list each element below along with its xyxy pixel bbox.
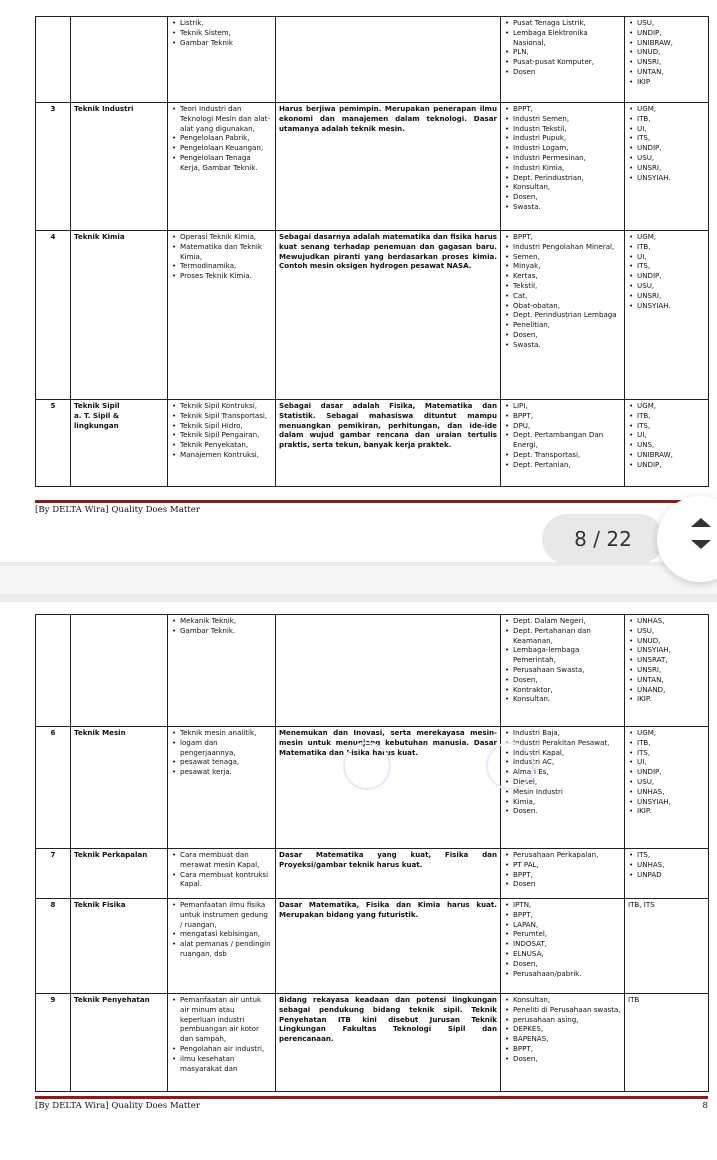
subjects-list [171, 616, 272, 636]
list-item: • Dept. Transportasi, [504, 450, 621, 460]
list-item: • Pengelolaan Pabrik, [171, 133, 272, 143]
list-item: • Industri Logam, [504, 143, 621, 153]
subjects-cell [168, 103, 276, 231]
list-item: • IPTN, [504, 900, 621, 910]
universities-list [628, 18, 705, 87]
list-item: • UNIBRAW, [628, 38, 705, 48]
universities-cell: ITB [625, 994, 709, 1092]
list-item: • Gambar Teknik [171, 38, 272, 48]
list-item: • perusahaan asing, [504, 1015, 621, 1025]
workplaces-cell [501, 231, 625, 400]
list-item: • Dept. Perindustrian, [504, 173, 621, 183]
subjects-list [171, 728, 272, 777]
program-name-line: Teknik Kimia [74, 232, 125, 241]
career-table-page-1 [35, 16, 709, 487]
list-item: • UNSRI, [628, 163, 705, 173]
document-page-1 [0, 0, 717, 562]
lens-artifact-left [343, 742, 391, 790]
row-number-cell: 8 [36, 899, 71, 994]
list-item: • ilmu kesehatan masyarakat dan [171, 1054, 272, 1074]
list-item: • ITS, [628, 748, 705, 758]
list-item: • BPPT, [504, 232, 621, 242]
list-item: • LAPAN, [504, 920, 621, 930]
program-name-cell [71, 727, 168, 849]
list-item: • UNAND, [628, 685, 705, 695]
list-item: • Teori Industri dan Teknologi Mesin dan alat-alat yang digunakan, [171, 104, 272, 133]
list-item: • USU, [628, 18, 705, 28]
universities-list [628, 850, 705, 879]
list-item: • logam dan pengerjaannya, [171, 738, 272, 758]
list-item: • USU, [628, 626, 705, 636]
list-item: • alat pemanas / pendingin ruangan, dsb [171, 939, 272, 959]
universities-list [628, 104, 705, 182]
list-item: • UNS, [628, 440, 705, 450]
list-item: • Dosen, [504, 330, 621, 340]
table-row [36, 994, 709, 1092]
list-item: • DEPKES, [504, 1024, 621, 1034]
table-row [36, 615, 709, 727]
program-name-cell [71, 17, 168, 103]
workplaces-list [504, 900, 621, 978]
list-item: • Teknik Sipil Hidro, [171, 421, 272, 431]
list-item: • ITB, [628, 242, 705, 252]
subjects-list [171, 900, 272, 959]
program-name-line: Teknik Fisika [74, 900, 126, 909]
workplaces-list [504, 995, 621, 1064]
row-number-cell [36, 615, 71, 727]
workplaces-list [504, 104, 621, 212]
subjects-cell [168, 727, 276, 849]
chevron-up-icon[interactable] [691, 518, 711, 527]
program-name-cell [71, 231, 168, 400]
list-item: • Dosen, [504, 675, 621, 685]
list-item: • Kontraktor, [504, 685, 621, 695]
description-cell: Harus berjiwa pemimpin. Merupakan penerapan ilmu ekonomi dan manajemen dalam teknologi. Dasar utamanya adalah teknik mesin. [276, 103, 501, 231]
list-item: • UNSYIAH, [628, 797, 705, 807]
list-item: • Kertas, [504, 271, 621, 281]
list-item: • Dept. Perindustrian Lembaga [504, 310, 621, 320]
list-item: • INDOSAT, [504, 939, 621, 949]
subjects-list [171, 18, 272, 47]
footer-text: [By DELTA Wira] Quality Does Matter [35, 505, 200, 515]
list-item: • Perusahaan Swasta, [504, 665, 621, 675]
list-item: • BAPENAS, [504, 1034, 621, 1044]
list-item: • Industri Baja, [504, 728, 621, 738]
list-item: • UNUD, [628, 636, 705, 646]
list-item: • Perusahaan/pabrik. [504, 969, 621, 979]
list-item: • Industri Perakitan Pesawat, [504, 738, 621, 748]
program-name-line: Teknik Sipil [74, 401, 120, 410]
list-item: • Swasta. [504, 340, 621, 350]
list-item: • Dept. Dalam Negeri, [504, 616, 621, 626]
list-item: • Cat, [504, 291, 621, 301]
list-item: • ITB, [628, 738, 705, 748]
list-item: • Operasi Teknik Kimia, [171, 232, 272, 242]
list-item: • Konsultan. [504, 694, 621, 704]
row-number-cell [36, 17, 71, 103]
page-number: 8 [702, 1101, 708, 1111]
list-item: • UGM, [628, 401, 705, 411]
list-item: • ITS, [628, 133, 705, 143]
subjects-cell [168, 994, 276, 1092]
universities-cell [625, 727, 709, 849]
list-item: • Dept. Pertambangan Dan Energi, [504, 430, 621, 450]
list-item: • UNUD, [628, 47, 705, 57]
universities-cell [625, 400, 709, 487]
program-name-line: Teknik Industri [74, 104, 134, 113]
list-item: • Gambar Teknik. [171, 626, 272, 636]
list-item: • ELNUSA, [504, 949, 621, 959]
table-row [36, 103, 709, 231]
list-item: • USU, [628, 153, 705, 163]
list-item: • Kimia, [504, 797, 621, 807]
subjects-cell [168, 849, 276, 899]
workplaces-cell [501, 994, 625, 1092]
row-number-cell: 3 [36, 103, 71, 231]
list-item: • LIPI, [504, 401, 621, 411]
list-item: • Konsultan, [504, 182, 621, 192]
list-item: • UNDIP, [628, 767, 705, 777]
list-item: • Pusat-pusat Komputer, [504, 57, 621, 67]
list-item: • Teknik mesin analitik, [171, 728, 272, 738]
list-item: • UNHAS, [628, 860, 705, 870]
document-page-2 [0, 602, 717, 1160]
list-item: • Industri Tekstil, [504, 124, 621, 134]
row-number-cell: 4 [36, 231, 71, 400]
footer-text: [By DELTA Wira] Quality Does Matter [35, 1101, 200, 1111]
list-item: • ITS, [628, 261, 705, 271]
list-item: • UNTAN, [628, 67, 705, 77]
program-name-line: lingkungan [74, 420, 119, 430]
list-item: • Minyak, [504, 261, 621, 271]
list-item: • UNDIP, [628, 271, 705, 281]
list-item: • UNSYIAH. [628, 301, 705, 311]
description-cell: Bidang rekayasa keadaan dan potensi lingkungan sebagai pendukung bidang teknik sipil. Teknik Penyehatan ITB kini disebut Jurusan Teknik Lingkungan Fakultas Teknologi Sipil dan perencanaan. [276, 994, 501, 1092]
list-item: • ITB, [628, 114, 705, 124]
list-item: • Pengelolaan Keuangan, [171, 143, 272, 153]
subjects-cell [168, 231, 276, 400]
list-item: • UNHAS, [628, 787, 705, 797]
row-number-cell: 5 [36, 400, 71, 487]
workplaces-cell [501, 400, 625, 487]
list-item: • Termodinamika, [171, 261, 272, 271]
list-item: • IKIP [628, 77, 705, 87]
list-item: • UGM, [628, 104, 705, 114]
subjects-cell [168, 400, 276, 487]
list-item: • mengatasi kebisingan, [171, 929, 272, 939]
universities-list [628, 232, 705, 310]
list-item: • BPPT, [504, 411, 621, 421]
list-item: • Teknik Sipil Pengairan, [171, 430, 272, 440]
list-item: • ITS, [628, 421, 705, 431]
list-item: • IKIP. [628, 694, 705, 704]
footer-rule [35, 1096, 708, 1099]
list-item: • Almari Es, [504, 767, 621, 777]
table-row [36, 899, 709, 994]
list-item: • BPPT, [504, 1044, 621, 1054]
program-name-cell [71, 849, 168, 899]
list-item: • UNDIP, [628, 143, 705, 153]
list-item: • BPPT, [504, 910, 621, 920]
list-item: • Matematika dan Teknik Kimia, [171, 242, 272, 262]
list-item: • UNDIP, [628, 28, 705, 38]
list-item: • UI, [628, 757, 705, 767]
subjects-cell [168, 615, 276, 727]
row-number-cell: 6 [36, 727, 71, 849]
list-item: • Industri Pengolahan Mineral, [504, 242, 621, 252]
row-number-cell: 7 [36, 849, 71, 899]
program-name-cell [71, 994, 168, 1092]
list-item: • Peneliti di Perusahaan swasta, [504, 1005, 621, 1015]
universities-cell: ITB, ITS [625, 899, 709, 994]
list-item: • ITS, [628, 850, 705, 860]
list-item: • Mekanik Teknik, [171, 616, 272, 626]
universities-cell [625, 17, 709, 103]
list-item: • UNIBRAW, [628, 450, 705, 460]
list-item: • Pengolahan air industri, [171, 1044, 272, 1054]
list-item: • Industri Kapal, [504, 748, 621, 758]
chevron-down-icon[interactable] [691, 540, 711, 549]
page-footer [35, 1102, 708, 1112]
list-item: • PLN, [504, 47, 621, 57]
list-item: • UGM, [628, 232, 705, 242]
list-item: • Swasta. [504, 202, 621, 212]
list-item: • Dosen, [504, 192, 621, 202]
list-item: • Teknik Sipil Kontruksi, [171, 401, 272, 411]
universities-cell [625, 615, 709, 727]
list-item: • UNSRAT, [628, 655, 705, 665]
description-cell [276, 17, 501, 103]
subjects-list [171, 850, 272, 889]
workplaces-list [504, 232, 621, 350]
list-item: • Dosen [504, 879, 621, 889]
description-cell: Dasar Matematika, Fisika dan Kimia harus kuat. Merupakan bidang yang futuristik. [276, 899, 501, 994]
list-item: • pesawat kerja. [171, 767, 272, 777]
table-row [36, 17, 709, 103]
list-item: • Pusat Tenaga Listrik, [504, 18, 621, 28]
list-item: • Industri Pupuk, [504, 133, 621, 143]
page-indicator: 8 / 22 [542, 514, 664, 564]
workplaces-list [504, 401, 621, 470]
list-item: • Perusahaan Perkapalan, [504, 850, 621, 860]
list-item: • UNHAS, [628, 616, 705, 626]
list-item: • UNDIP, [628, 460, 705, 470]
list-item: • UNTAN, [628, 675, 705, 685]
list-item: • Semen, [504, 252, 621, 262]
description-cell: Menemukan dan Inovasi, serta merekayasa mesin-mesin untuk menunjang kebutuhan manusia. Dasar Matematika dan Fisika harus kuat. [276, 727, 501, 849]
list-item: • Manajemen Kontruksi, [171, 450, 272, 460]
subjects-cell [168, 17, 276, 103]
program-name-cell [71, 400, 168, 487]
list-item: • UNSYIAH, [628, 645, 705, 655]
list-item: • USU, [628, 281, 705, 291]
subjects-list [171, 104, 272, 173]
universities-list [628, 728, 705, 816]
list-item: • Perumtel, [504, 929, 621, 939]
list-item: • Dosen. [504, 806, 621, 816]
universities-cell [625, 231, 709, 400]
list-item: • UNSYIAH. [628, 173, 705, 183]
universities-list [628, 616, 705, 704]
list-item: • Lembaga Elektronika Nasional, [504, 28, 621, 48]
list-item: • Industri Permesinan, [504, 153, 621, 163]
list-item: • BPPT, [504, 870, 621, 880]
row-number-cell: 9 [36, 994, 71, 1092]
list-item: • Dosen, [504, 959, 621, 969]
workplaces-list [504, 616, 621, 704]
list-item: • BPPT, [504, 104, 621, 114]
program-name-cell [71, 899, 168, 994]
list-item: • Dept. Pertahanan dan Keamanan, [504, 626, 621, 646]
list-item: • Teknik Sipil Transportasi, [171, 411, 272, 421]
program-name-line: Teknik Mesin [74, 728, 126, 737]
list-item: • Dosen [504, 67, 621, 77]
list-item: • Mesin Industri [504, 787, 621, 797]
list-item: • UNSRI, [628, 57, 705, 67]
list-item: • UNPAD [628, 870, 705, 880]
workplaces-cell [501, 899, 625, 994]
program-name-cell [71, 615, 168, 727]
list-item: • Proses Teknik Kimia. [171, 271, 272, 281]
universities-cell [625, 103, 709, 231]
list-item: • Dosen, [504, 1054, 621, 1064]
list-item: • Listrik, [171, 18, 272, 28]
list-item: • Konsultan, [504, 995, 621, 1005]
list-item: • IKIP. [628, 806, 705, 816]
workplaces-cell [501, 103, 625, 231]
workplaces-cell [501, 615, 625, 727]
program-name-line: Teknik Perkapalan [74, 850, 148, 859]
description-cell: Sebagai dasar adalah Fisika, Matematika dan Statistik. Sebagai mahasiswa dituntut mampu menuangkan pemikiran, perhitungan, dan ide-ide dalam wujud gambar rencana dan uraian tertulis praktis, serta tekun, banyak kerja praktek. [276, 400, 501, 487]
lens-artifact-right [486, 742, 534, 790]
list-item: • Pemanfaatan ilmu fisika untuk instrumen gedung / ruangan, [171, 900, 272, 929]
list-item: • UNSRI, [628, 665, 705, 675]
table-row [36, 849, 709, 899]
workplaces-cell [501, 849, 625, 899]
program-name-line: a. T. Sipil & [74, 410, 120, 420]
list-item: • Obat-obatan, [504, 301, 621, 311]
workplaces-list [504, 18, 621, 77]
program-name-cell [71, 103, 168, 231]
list-item: • UI, [628, 124, 705, 134]
subjects-list [171, 232, 272, 281]
list-item: • Industri Kimia, [504, 163, 621, 173]
description-cell: Dasar Matematika yang kuat, Fisika dan Proyeksi/gambar teknik harus kuat. [276, 849, 501, 899]
description-cell [276, 615, 501, 727]
page-separator-inner [0, 566, 717, 594]
table-row [36, 231, 709, 400]
list-item: • Pemanfaatan air untuk air minum atau keperluan industri pembuangan air kotor dan sampah, [171, 995, 272, 1044]
workplaces-cell [501, 17, 625, 103]
subjects-list [171, 995, 272, 1073]
list-item: • Cara membuat kontruksi Kapal. [171, 870, 272, 890]
list-item: • PT PAL, [504, 860, 621, 870]
list-item: • pesawat tenaga, [171, 757, 272, 767]
list-item: • USU, [628, 777, 705, 787]
list-item: • Industri AC, [504, 757, 621, 767]
list-item: • UI, [628, 430, 705, 440]
list-item: • Pengelolaan Tenaga Kerja, Gambar Teknik. [171, 153, 272, 173]
list-item: • Teknik Sistem, [171, 28, 272, 38]
list-item: • Penelitian, [504, 320, 621, 330]
list-item: • UI, [628, 252, 705, 262]
list-item: • UNSRI, [628, 291, 705, 301]
list-item: • ITB, [628, 411, 705, 421]
table-row [36, 400, 709, 487]
list-item: • Teknik Penyekatan, [171, 440, 272, 450]
list-item: • Dept. Pertanian, [504, 460, 621, 470]
list-item: • Industri Semen, [504, 114, 621, 124]
workplaces-list [504, 850, 621, 889]
footer-rule [35, 500, 708, 503]
subjects-cell [168, 899, 276, 994]
universities-cell [625, 849, 709, 899]
subjects-list [171, 401, 272, 460]
list-item: • Tekstil, [504, 281, 621, 291]
list-item: • DPU, [504, 421, 621, 431]
program-name-line: Teknik Penyehatan [74, 995, 150, 1004]
list-item: • UGM, [628, 728, 705, 738]
description-cell: Sebagai dasarnya adalah matematika dan fisika harus kuat senang terhadap penemuan dan gagasan baru. Mewujudkan piranti yang berdasarkan proses kimia. Contoh mesin oksigen hydrogen pesawat NASA. [276, 231, 501, 400]
list-item: • Lembaga-lembaga Pemerintah, [504, 645, 621, 665]
universities-list [628, 401, 705, 470]
career-table-page-2 [35, 614, 709, 1092]
list-item: • Cara membuat dan merawat mesin Kapal, [171, 850, 272, 870]
list-item: • Diesel, [504, 777, 621, 787]
